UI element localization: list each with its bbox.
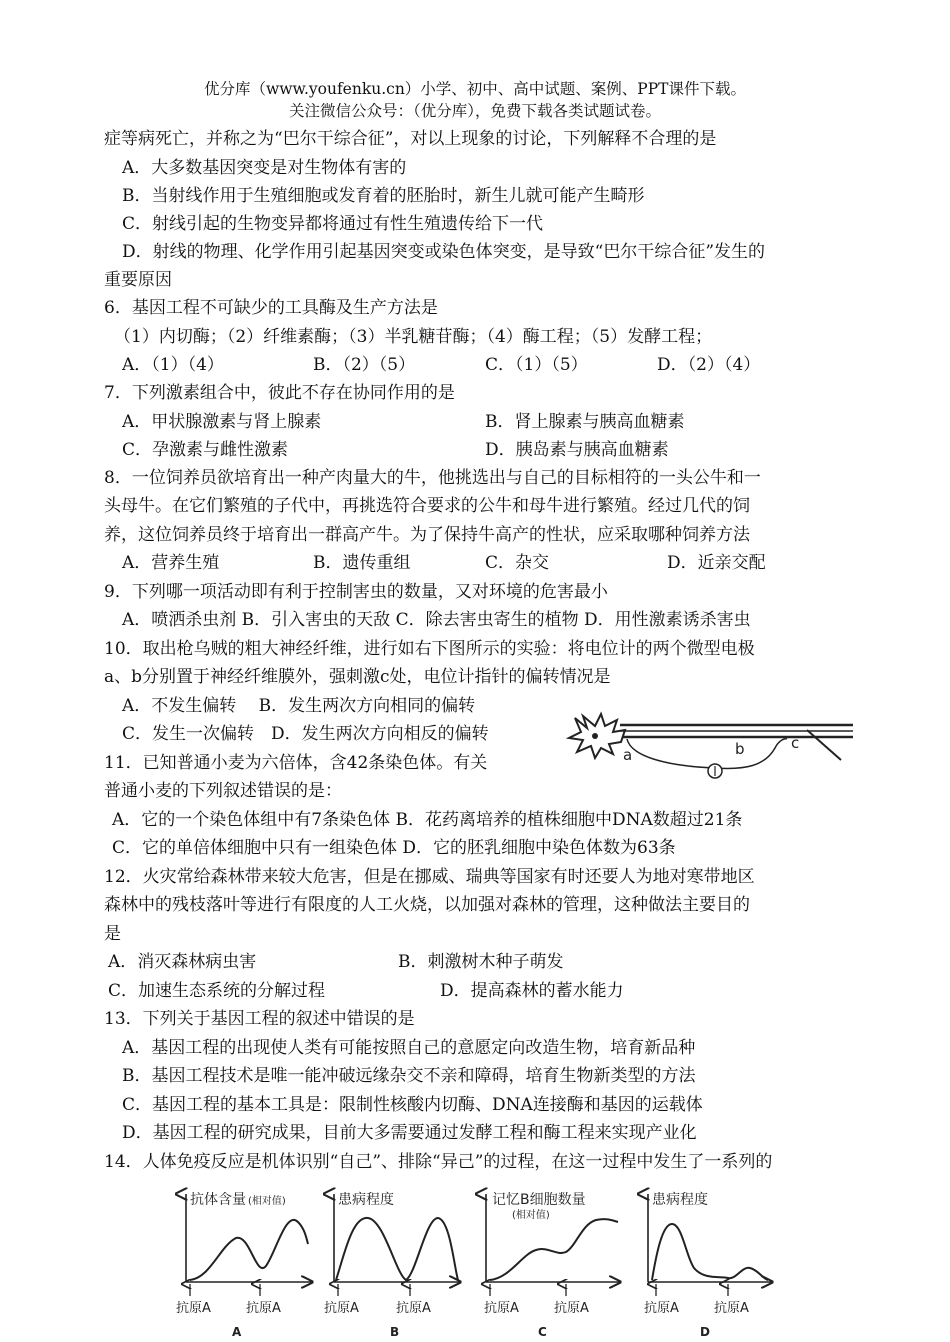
graph-c-label: C bbox=[538, 1325, 547, 1339]
q5-option-d-line2: 重要原因 bbox=[104, 270, 172, 290]
graph-a-unit: (相对值) bbox=[248, 1196, 286, 1207]
q13-option-d: D．基因工程的研究成果，目前大多需要通过发酵工程和酶工程来实现产业化 bbox=[122, 1123, 697, 1143]
q11-stem-line1: 11．已知普通小麦为六倍体，含42条染色体。有关 bbox=[104, 753, 488, 773]
q12-option-b: B．刺激树木种子萌发 bbox=[398, 952, 564, 972]
q11-options-ab: A．它的一个染色体组中有7条染色体 B．花药离培养的植株细胞中DNA数超过21条 bbox=[112, 810, 743, 830]
q7-option-a: A．甲状腺激素与肾上腺素 bbox=[122, 412, 322, 432]
graph-b-label: B bbox=[390, 1325, 400, 1339]
q8-option-b: B．遗传重组 bbox=[313, 553, 411, 573]
graph-d bbox=[644, 1191, 772, 1339]
figure-label-a: a bbox=[623, 746, 633, 764]
q13-option-c: C．基因工程的基本工具是：限制性核酸内切酶、DNA连接酶和基因的运载体 bbox=[122, 1095, 703, 1115]
q11-stem-line2: 普通小麦的下列叙述错误的是： bbox=[104, 781, 342, 801]
q9-stem: 9．下列哪一项活动即有利于控制害虫的数量，又对环境的危害最小 bbox=[104, 582, 608, 602]
q5-option-d-line1: D．射线的物理、化学作用引起基因突变或染色体突变，是导致“巴尔干综合征”发生的 bbox=[122, 242, 766, 262]
graph-b-ylabel: 患病程度 bbox=[338, 1192, 394, 1208]
q10-options-cd: C．发生一次偏转 D．发生两次方向相反的偏转 bbox=[122, 724, 489, 744]
immune-graphs-figure bbox=[160, 1186, 800, 1342]
q6-option-d: D．（2）（4） bbox=[657, 355, 761, 375]
galvanometer-wire bbox=[627, 739, 787, 769]
q9-options: A．喷洒杀虫剂 B．引入害虫的天敌 C．除去害虫寄生的植物 D．用性激素诱杀害虫 bbox=[122, 610, 751, 630]
q13-option-b: B．基因工程技术是唯一能冲破远缘杂交不亲和障碍，培育生物新类型的方法 bbox=[122, 1066, 696, 1086]
graph-a-ylabel: 抗体含量 bbox=[190, 1192, 246, 1208]
q6-option-a: A．（1）（4） bbox=[122, 355, 224, 375]
q12-option-d: D．提高森林的蓄水能力 bbox=[440, 981, 624, 1001]
q5-option-c: C．射线引起的生物变异都将通过有性生殖遗传给下一代 bbox=[122, 214, 544, 234]
q14-stem: 14．人体免疫反应是机体识别“自己”、排除“异己”的过程，在这一过程中发生了一系列的 bbox=[104, 1152, 773, 1172]
graph-a-label: A bbox=[232, 1325, 242, 1339]
graph-a-curve bbox=[190, 1220, 308, 1280]
graph-d-antigen-2: 抗原A bbox=[714, 1301, 749, 1316]
figure-label-c: c bbox=[791, 734, 800, 752]
graph-c-antigen-1: 抗原A bbox=[484, 1301, 519, 1316]
graph-d-antigen-1: 抗原A bbox=[644, 1301, 679, 1316]
graph-d-curve bbox=[652, 1224, 768, 1280]
stimulus-probe bbox=[807, 730, 841, 760]
q5-option-b: B．当射线作用于生殖细胞或发育着的胚胎时，新生儿就可能产生畸形 bbox=[122, 186, 645, 206]
graph-c bbox=[484, 1191, 620, 1339]
q5-stem-continuation: 症等病死亡，并称之为“巴尔干综合征”，对以上现象的讨论，下列解释不合理的是 bbox=[104, 129, 717, 149]
q6-stem: 6．基因工程不可缺少的工具酶及生产方法是 bbox=[104, 298, 438, 318]
q12-stem-line1: 12．火灾常给森林带来较大危害，但是在挪威、瑞典等国家有时还要人为地对寒带地区 bbox=[104, 867, 755, 887]
q11-options-cd: C．它的单倍体细胞中只有一组染色体 D．它的胚乳细胞中染色体数为63条 bbox=[112, 838, 676, 858]
graph-b-antigen-1: 抗原A bbox=[324, 1301, 359, 1316]
graph-a-antigen-1: 抗原A bbox=[176, 1301, 211, 1316]
q6-option-b: B．（2）（5） bbox=[313, 355, 416, 375]
graph-d-label: D bbox=[700, 1325, 710, 1339]
q8-stem-line2: 头母牛。在它们繁殖的子代中，再挑选符合要求的公牛和母牛进行繁殖。经过几代的饲 bbox=[104, 496, 750, 516]
graph-a bbox=[176, 1191, 312, 1339]
graph-c-ylabel: 记忆B细胞数量 bbox=[492, 1192, 586, 1208]
q8-stem-line3: 养，这位饲养员终于培育出一群高产牛。为了保持牛高产的性状，应采取哪种饲养方法 bbox=[104, 525, 750, 545]
q12-option-a: A．消灭森林病虫害 bbox=[108, 952, 257, 972]
header-line-2: 关注微信公众号：（优分库），免费下载各类试题试卷。 bbox=[288, 102, 661, 120]
nerve-fiber-figure bbox=[565, 708, 855, 786]
q10-stem-line2: a、b分别置于神经纤维膜外，强刺激c处，电位计指针的偏转情况是 bbox=[104, 667, 611, 687]
graph-d-ylabel: 患病程度 bbox=[652, 1192, 708, 1208]
graph-b bbox=[324, 1191, 460, 1339]
graph-c-antigen-2: 抗原A bbox=[554, 1301, 589, 1316]
q8-stem-line1: 8．一位饲养员欲培育出一种产肉量大的牛，他挑选出与自己的目标相符的一头公牛和一 bbox=[104, 468, 761, 488]
q13-stem: 13．下列关于基因工程的叙述中错误的是 bbox=[104, 1009, 415, 1029]
q8-option-d: D．近亲交配 bbox=[667, 553, 766, 573]
q7-option-d: D．胰岛素与胰高血糖素 bbox=[485, 440, 669, 460]
q8-option-a: A．营养生殖 bbox=[122, 553, 220, 573]
graph-c-unit: (相对值) bbox=[512, 1210, 550, 1221]
q6-option-c: C．（1）（5） bbox=[485, 355, 588, 375]
graph-b-curve bbox=[336, 1218, 458, 1280]
q10-stem-line1: 10．取出枪乌贼的粗大神经纤维，进行如右下图所示的实验：将电位计的两个微型电极 bbox=[104, 639, 755, 659]
graph-c-curve bbox=[490, 1219, 618, 1280]
q12-option-c: C．加速生态系统的分解过程 bbox=[108, 981, 326, 1001]
q5-option-a: A．大多数基因突变是对生物体有害的 bbox=[122, 158, 407, 178]
q7-option-b: B．肾上腺素与胰高血糖素 bbox=[485, 412, 685, 432]
q12-stem-line2: 森林中的残枝落叶等进行有限度的人工火烧，以加强对森林的管理，这种做法主要目的 bbox=[104, 895, 750, 915]
figure-label-b: b bbox=[735, 740, 745, 758]
q10-options-ab: A．不发生偏转 B．发生两次方向相同的偏转 bbox=[122, 696, 476, 716]
header-line-1: 优分库（www.youfenku.cn）小学、初中、高中试题、案例、PPT课件下载。 bbox=[203, 80, 747, 98]
q7-stem: 7．下列激素组合中，彼此不存在协同作用的是 bbox=[104, 383, 455, 403]
q6-items: （1）内切酶；（2）纤维素酶；（3）半乳糖苷酶；（4）酶工程；（5）发酵工程； bbox=[114, 327, 713, 347]
q7-option-c: C．孕激素与雌性激素 bbox=[122, 440, 289, 460]
q12-stem-line3: 是 bbox=[104, 924, 121, 944]
q13-option-a: A．基因工程的出现使人类有可能按照自己的意愿定向改造生物，培育新品种 bbox=[122, 1038, 696, 1058]
graph-a-antigen-2: 抗原A bbox=[246, 1301, 281, 1316]
q8-option-c: C．杂交 bbox=[485, 553, 550, 573]
graph-b-antigen-2: 抗原A bbox=[396, 1301, 431, 1316]
